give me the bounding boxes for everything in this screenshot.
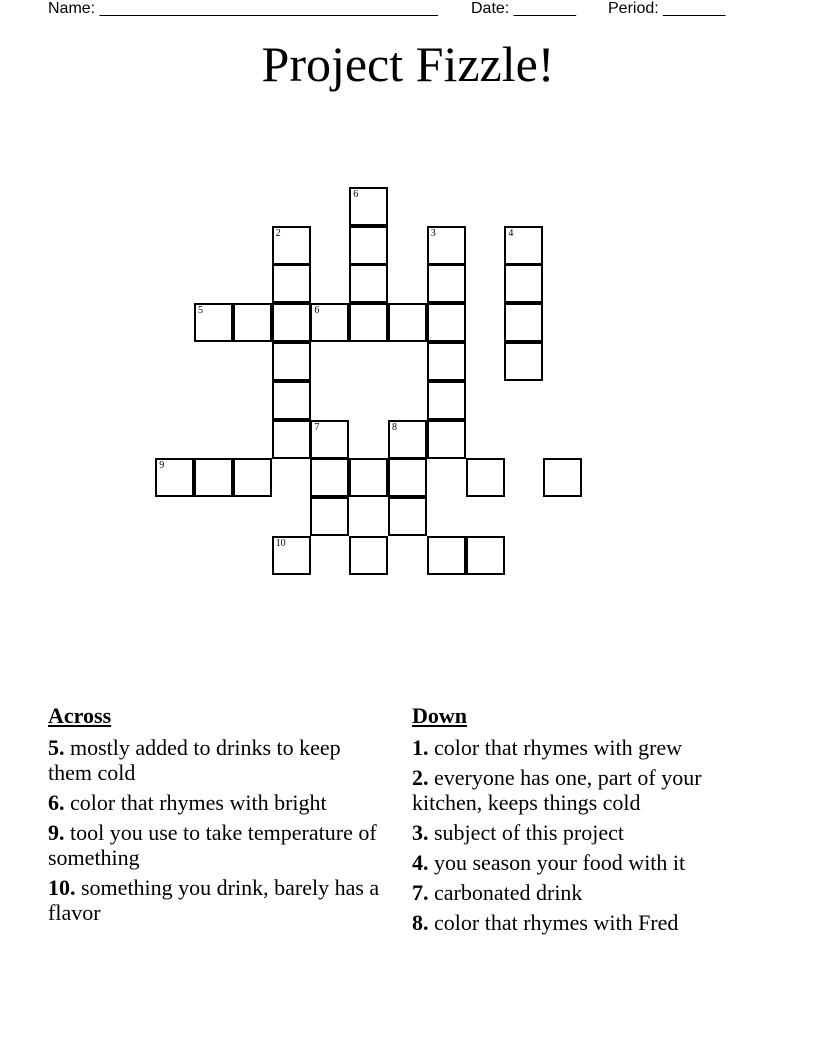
cell-number: 6 <box>314 305 320 317</box>
clue-text: tool you use to take temperature of something <box>48 820 377 870</box>
crossword-cell[interactable] <box>349 264 388 303</box>
across-clue <box>48 875 388 925</box>
clue-text: carbonated drink <box>434 880 583 905</box>
clue-number: 8. <box>412 910 429 935</box>
crossword-cell[interactable] <box>427 536 466 575</box>
down-clue <box>412 910 752 935</box>
date-field[interactable]: Date: _______ <box>471 0 576 17</box>
crossword-cell[interactable] <box>272 264 311 303</box>
cell-number: 10 <box>275 538 286 549</box>
crossword-cell[interactable] <box>427 226 466 265</box>
crossword-cell[interactable] <box>504 303 543 342</box>
crossword-cell[interactable] <box>349 226 388 265</box>
crossword-cell[interactable] <box>194 303 233 342</box>
crossword-cell[interactable] <box>155 458 194 497</box>
crossword-cell[interactable] <box>194 458 233 497</box>
cell-number: 7 <box>314 421 320 433</box>
crossword-cell[interactable] <box>349 536 388 575</box>
crossword-cell[interactable] <box>388 303 427 342</box>
across-clue <box>48 735 388 785</box>
clue-number: 3. <box>412 820 429 845</box>
crossword-cell[interactable] <box>272 303 311 342</box>
across-clue <box>48 790 388 815</box>
crossword-cell[interactable] <box>233 458 272 497</box>
crossword-cell[interactable] <box>427 381 466 420</box>
crossword-cell[interactable] <box>388 420 427 459</box>
clue-number: 6. <box>48 790 65 815</box>
crossword-cell[interactable] <box>233 303 272 342</box>
clue-text: color that rhymes with bright <box>70 790 327 815</box>
clue-number: 1. <box>412 735 429 760</box>
crossword-cell[interactable] <box>272 420 311 459</box>
cell-number: 8 <box>392 421 397 433</box>
page-title: Project Fizzle! <box>261 36 555 92</box>
crossword-cell[interactable] <box>349 458 388 497</box>
clue-text: color that rhymes with Fred <box>434 910 679 935</box>
clue-number: 2. <box>412 765 429 790</box>
crossword-cell[interactable] <box>543 458 582 497</box>
cell-number: 2 <box>275 227 281 239</box>
clue-text: everyone has one, part of your kitchen, keeps things cold <box>412 765 702 815</box>
crossword-cell[interactable] <box>310 303 349 342</box>
crossword-cell[interactable] <box>272 381 311 420</box>
down-clue <box>412 850 752 875</box>
cell-number: 5 <box>198 305 203 317</box>
crossword-cell[interactable] <box>504 264 543 303</box>
cell-number: 6 <box>353 188 359 200</box>
clue-text: color that rhymes with grew <box>434 735 683 760</box>
down-clues <box>412 702 752 940</box>
clue-number: 7. <box>412 880 429 905</box>
crossword-cell[interactable] <box>427 303 466 342</box>
crossword-cell[interactable] <box>504 342 543 381</box>
crossword-cell[interactable] <box>272 536 311 575</box>
crossword-cell[interactable] <box>388 458 427 497</box>
clue-text: something you drink, barely has a flavor <box>48 875 380 925</box>
clue-number: 4. <box>412 850 429 875</box>
crossword-cell[interactable] <box>272 342 311 381</box>
across-clues <box>48 702 388 930</box>
clue-text: mostly added to drinks to keep them cold <box>48 735 341 785</box>
clue-text: subject of this project <box>434 820 625 845</box>
down-clue <box>412 880 752 905</box>
period-field[interactable]: Period: _______ <box>608 0 726 17</box>
crossword-cell[interactable] <box>427 420 466 459</box>
crossword-cell[interactable] <box>349 187 388 226</box>
down-clue <box>412 820 752 845</box>
cell-number: 9 <box>159 460 165 472</box>
crossword-cell[interactable] <box>310 420 349 459</box>
crossword-cell[interactable] <box>310 497 349 536</box>
crossword-cell[interactable] <box>466 458 505 497</box>
crossword-cell[interactable] <box>427 264 466 303</box>
clue-number: 9. <box>48 820 65 845</box>
clue-number: 5. <box>48 735 65 760</box>
cell-number: 3 <box>430 227 436 239</box>
down-clue <box>412 765 752 815</box>
crossword-cell[interactable] <box>272 226 311 265</box>
across-clue <box>48 820 388 870</box>
crossword-cell[interactable] <box>466 536 505 575</box>
crossword-cell[interactable] <box>427 342 466 381</box>
crossword-cell[interactable] <box>388 497 427 536</box>
down-clue <box>412 735 752 760</box>
crossword-cell[interactable] <box>504 226 543 265</box>
down-heading: Down <box>412 703 468 728</box>
name-field[interactable]: Name: ______________________________________ <box>48 0 438 17</box>
across-heading: Across <box>48 703 112 728</box>
clue-text: you season your food with it <box>434 850 686 875</box>
crossword-cell[interactable] <box>349 303 388 342</box>
clue-number: 10. <box>48 875 76 900</box>
crossword-cell[interactable] <box>310 458 349 497</box>
cell-number: 4 <box>508 227 514 239</box>
